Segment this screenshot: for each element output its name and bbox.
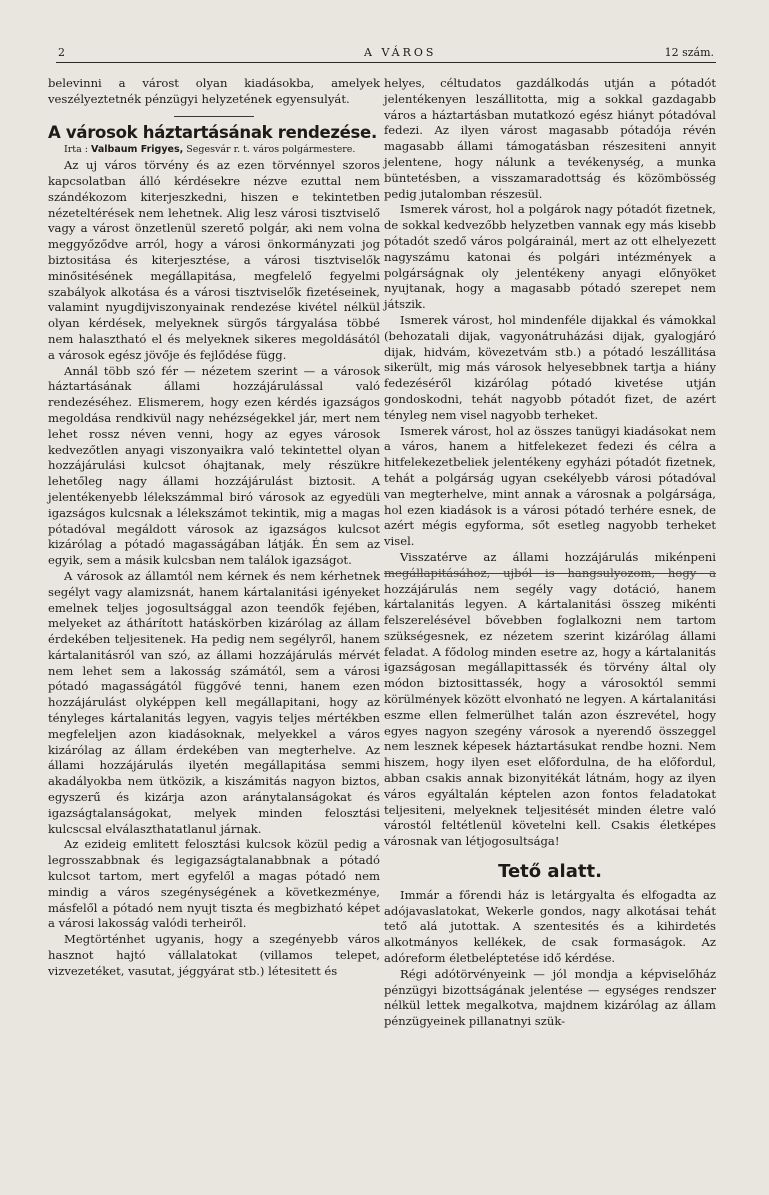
issue-number: 12 szám. bbox=[664, 46, 714, 59]
byline-author: Valbaum Frigyes, bbox=[91, 144, 184, 156]
publication-title: A VÁROS bbox=[364, 46, 437, 59]
paragraph: Az uj város törvény és az ezen törvénnyel szoros kapcsolatban álló kérdésekre nézve ezuttal nem szándékozom kiterjeszkedni, hiszen e tekintetben nézeteltérések nem lehetnek. Alig lesz városi tisztviselő vagy a várost önzetlenül szerető polgár, aki nem volna meggyőződve arról, hogy a városi önkormányzati jog biztositása és kiterjesztése, a városi tisztviselők minősitésének megállapitása, megfelelő fegyelmi szabályok alkotása és a városi tisztviselők fizetéseinek, valamint nyugdijviszonyainak rendezése kivétel nélkül olyan kérdések, melyeknek sürgős tárgyalása többé nem halasztható el és melyeknek sikeres megoldásától a városok egész jövője és fejlődése függ. bbox=[48, 158, 380, 362]
right-column bbox=[384, 76, 716, 1030]
byline-role: Segesvár r. t. város polgármestere. bbox=[186, 144, 356, 156]
paragraph-part: hozzájárulás nem segély vagy dotáció, hanem kártalanitás legyen. A kártalanitási összeg mikénti felszerelésével bővebben foglalkozni nem tartom szükségesnek, ez nézetem szerint kizárólag állami feladat. A fődolog minden esetre az, hogy a kártalanitás igazságosan megállapittassék és törvény által oly módon biztosittassék, hogy a városoktól semmi körülmények között elvonható ne legyen. A kártalanitási eszme ellen felmerülhet talán azon észrevétel, hogy egyes nagyon szegény városok a nyerendő összeggel nem lesznek képesek háztartásukat rendbe hozni. Nem hiszem, hogy ilyen eset előfordulna, de ha előfordul, abban csakis annak bizonyitékát látnám, hogy az ilyen város egyáltalán képtelen azon fontos feladatokat teljesiteni, melyeknek teljesitését minden életre való várostól feltétlenül követelni kell. Csakis életképes városnak van létjogosultsága! bbox=[384, 581, 716, 849]
paragraph: Ismerek várost, hol mindenféle dijakkal és vámokkal (behozatali dijak, vagyonátruházási dijak, gyalogjáró dijak, hidvám, kövezetvám stb.) a pótadó leszállitása sikerült, mig más városok helyesebbnek tartja a hiány fedezéséről kizárólag pótadó kivetése utján gondoskodni, tehát nagyobb pótadót fizet, de azért tényleg nem visel nagyobb terheket. bbox=[384, 312, 716, 422]
paragraph: Ismerek várost, hol a polgárok nagy pótadót fizetnek, de sokkal kedvezőbb helyzetben vannak egy más kisebb pótadót szedő város polgárainál, mert az ott elhelyezett nagyszámu katonai és polgári intézmények a polgárságnak oly jelentékeny anyagi előnyöket nyujtanak, hogy a magasabb pótadó szerepet nem játszik. bbox=[384, 202, 716, 312]
article-title: A városok háztartásának rendezése. bbox=[48, 122, 377, 142]
byline-prefix: Irta : bbox=[64, 144, 88, 156]
divider bbox=[174, 116, 254, 117]
struck-text: megállapitásához, ujból is hangsulyozom, hogy a bbox=[384, 565, 716, 580]
header-rule bbox=[56, 62, 716, 63]
paragraph: belevinni a várost olyan kiadásokba, amelyek veszélyeztetnék pénzügyi helyzetének egyensulyát. bbox=[48, 76, 380, 106]
paragraph: Immár a főrendi ház is letárgyalta és elfogadta az adójavaslatokat, Wekerle gondos, nagy alkotásai tehát tető alá jutottak. A szentesités és a kihirdetés alkotmányos kellékek, de csak formaságok. Az adóreform életbeléptetése idő kérdése. bbox=[384, 887, 716, 966]
paragraph: Régi adótörvényeink — jól mondja a képviselőház pénzügyi bizottságának jelentése — egységes rendszer nélkül lettek megalkotva, majdnem kizárólag az állam pénzügyeinek pillanatnyi szük- bbox=[384, 966, 716, 1029]
byline bbox=[48, 142, 380, 158]
page-number: 2 bbox=[58, 46, 66, 59]
paragraph: Az ezideig emlitett felosztási kulcsok közül pedig a legrosszabbnak és legigazságtalanabbnak a pótadó kulcsot tartom, mert egyfelől a magas pótadó nem mindig a város szegénységének a következménye, másfelől a pótadó nem nyujt tiszta és megbizható képet a városi lakosság valódi terheiről. bbox=[48, 837, 380, 931]
paragraph: Megtörténhet ugyanis, hogy a szegényebb város hasznot hajtó vállalatokat (villamos telepet, vizvezetéket, vasutat, jéggyárat stb.) létesitett és bbox=[48, 932, 380, 978]
paragraph: A városok az államtól nem kérnek és nem kérhetnek segélyt vagy alamizsnát, hanem kártalanitási igényeket emelnek teljes jogosultsággal azon teendők fejében, melyeket az áthárított hatáskörben kizárólag az állam érdekében teljesitenek. Ha pedig nem segélyről, hanem kártalanitásról van szó, az állami hozzájárulás mérvét nem lehet sem a lakosság számától, sem a városi pótadó magasságától függővé tenni, hanem ezen hozzájárulást olyképpen kell megállapitani, hogy az tényleges kártalanitás legyen, vagyis teljes mértékben megfeleljen azon kiadásoknak, melyekkel a város kizárólag az állam érdekében van megterhelve. Az állami hozzájárulás ilyetén megállapitása semmi akadályokba nem ütközik, a kiszámitás nagyon biztos, egyszerű és kizárja azon aránytalanságokat és igazságtalanságokat, melyek minden felosztási kulcscsal elválaszthatatlanul járnak. bbox=[48, 568, 380, 836]
paragraph: Ismerek várost, hol az összes tanügyi kiadásokat nem a város, hanem a hitfelekezet fedezi és célra a hitfelekezetbeliek jelentékeny egyházi pótadót fizetnek, tehát a polgárság ugyan csekélyebb városi pótadóval van megterhelve, mint annak a városnak a polgársága, hol ezen kiadások is a városi pótadó terhére esnek, de azért mégis egyforma, sőt esetleg nagyobb terheket visel. bbox=[384, 423, 716, 549]
paragraph-part: Visszatérve az állami hozzájárulás mikénpeni bbox=[400, 549, 716, 564]
paragraph: Annál több szó fér — nézetem szerint — a városok háztartásának állami hozzájárulással való rendezéséhez. Elismerem, hogy ezen kérdés igazságos megoldása rendkivül nagy nehézségekkel jár, mert nem lehet rossz néven venni, hogy az egyes városok kedvezőtlen anyagi viszonyaikra való tekintettel olyan hozzájárulási kulcsot óhajtanak, mely részükre lehetőleg nagy állami hozzájárulást biztosit. A jelentékenyebb lélekszámmal biró városok az egyedüli igazságos kulcsnak a lélekszámot tekintik, mig a magas pótadóval megáldott városok az igazságos kulcsot kizárólag a pótadó magasságában látják. Én sem az egyik, sem a másik kulcsban nem találok igazságot. bbox=[48, 363, 380, 568]
paragraph: helyes, céltudatos gazdálkodás utján a pótadót jelentékenyen leszállitotta, mig a sokkal gazdagabb város a háztartásban mutatkozó egész hiányt pótadóval fedezi. Az ilyen várost magasabb pótadója révén magasabb állami támogatásban részesiteni annyit jelentene, hogy nálunk a tevékenység, a munka büntetésben, a visszamaradottság és közömbösség pedig jutalomban részesül. bbox=[384, 76, 716, 201]
article-title-2: Tető alatt. bbox=[498, 861, 602, 883]
paragraph bbox=[384, 550, 716, 850]
left-column bbox=[48, 76, 380, 980]
